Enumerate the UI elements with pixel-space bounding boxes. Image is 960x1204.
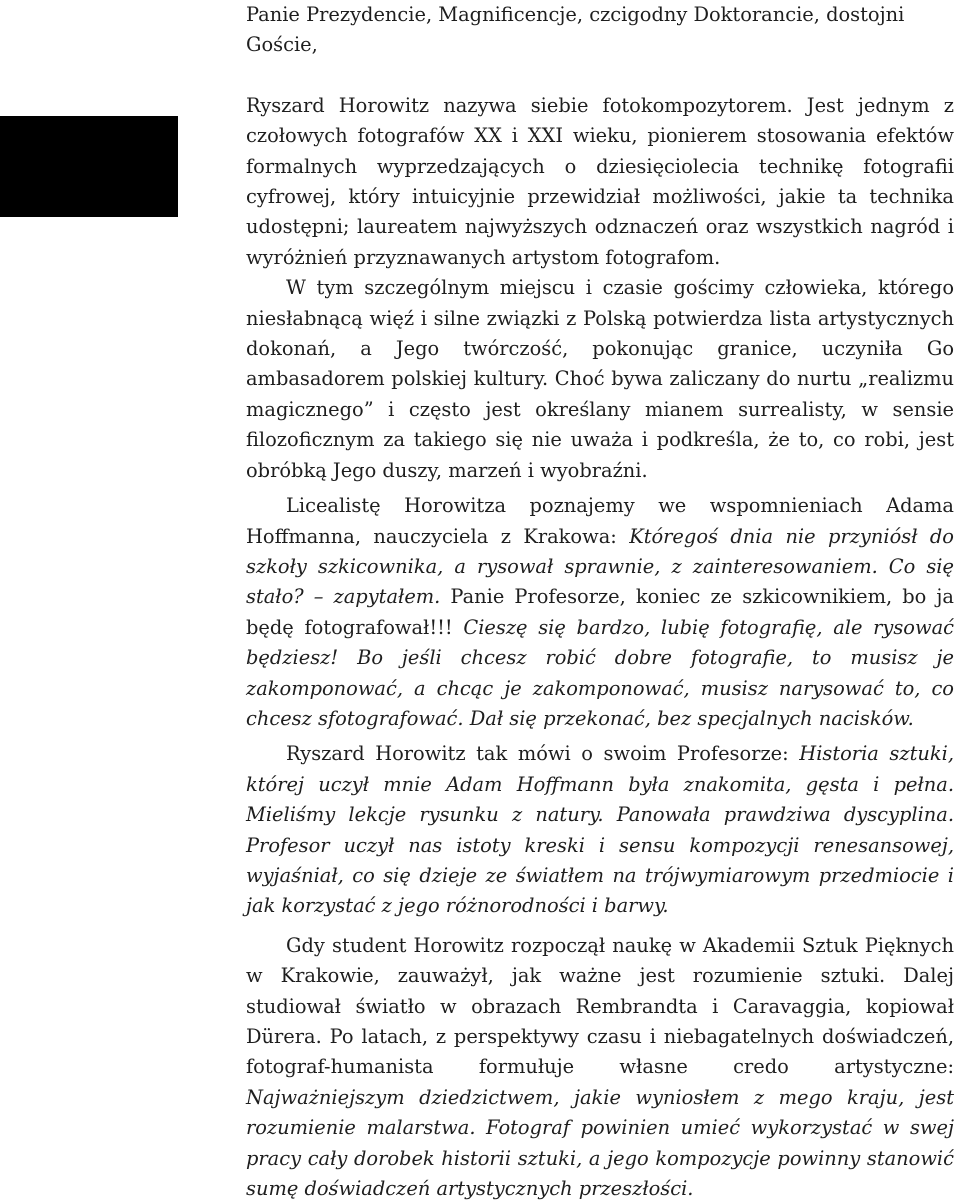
- paragraph-academy-credo: [246, 931, 954, 1204]
- professor-quote: Historia sztuki, której uczył mnie Adam Hoffmann była znakomita, gęsta i pełna. Mieliśmy lekcje rysunku z natury. Panowała prawdziwa dyscyplina. Profesor uczył nas istoty kreski i sensu kompozycji renesansowej, wyjaśniał, co się dzieje ze światłem na trójwymiarowym przedmiocie i jak korzystać z jego różnorodności i barwy.: [246, 742, 954, 918]
- hoffmann-quote-2: Cieszę się bardzo, lubię fotografię, ale rysować będziesz! Bo jeśli chcesz robić dobre fotografie, to musisz je zakomponować, a chcąc je zakomponować, musisz narysować to, co chcesz sfotografować. Dał się przekonać, bez specjalnych nacisków.: [246, 615, 954, 730]
- professor-intro-text: Ryszard Horowitz tak mówi o swoim Profesorze:: [286, 742, 800, 766]
- credo-quote: Najważniejszym dziedzictwem, jakie wyniosłem z mego kraju, jest rozumienie malarstwa. Fotograf powinien umieć wykorzystać w swej pracy cały dorobek historii sztuki, a jego kompozycje powinny stanowić sumę doświadczeń artystycznych przeszłości.: [246, 1085, 954, 1201]
- paragraph-hoffmann-memories: [246, 491, 954, 734]
- academy-text: Gdy student Horowitz rozpoczął naukę w Akademii Sztuk Pięknych w Krakowie, zauważył, jak ważne jest rozumienie sztuki. Dalej studiował światło w obrazach Rembrandta i Caravaggia, kopiował Dürera. Po latach, z perspektywy czasu i niebagatelnych doświadczeń, fotograf-humanista formułuje własne credo artystyczne:: [246, 933, 954, 1079]
- paragraph-about-professor: [246, 739, 954, 921]
- black-margin-tab: [0, 116, 178, 217]
- hoffmann-quote-1: Któregoś dnia nie przyniósł do szkoły szkicownika, a rysował sprawnie, z zainteresowaniem. Co się stało? – zapytałem.: [246, 524, 954, 609]
- greeting: Panie Prezydencie, Magnificencje, czcigodny Doktorancie, dostojni Goście,: [246, 3, 905, 57]
- paragraph-polish-ties: W tym szczególnym miejscu i czasie gościmy człowieka, którego niesłabnącą więź i silne związki z Polską potwierdza lista artystycznych dokonań, a Jego twórczość, pokonując granice, uczyniła Go ambasadorem polskiej kultury. Choć bywa zaliczany do nurtu „realizmu magicznego” i często jest określany mianem surrealisty, w sensie filozoficznym za takiego się nie uważa i podkreśla, że to, co robi, jest obróbką Jego duszy, marzeń i wyobraźni.: [246, 276, 954, 482]
- page-text-column: [246, 0, 954, 1204]
- hoffmann-intro-text: Licealistę Horowitza poznajemy we wspomnieniach Adama Hoffmanna, nauczyciela z Krakowa:: [246, 494, 954, 548]
- student-reply-text: Panie Profesorze, koniec ze szkicownikiem, bo ja będę fotografował!!!: [246, 585, 954, 639]
- paragraph-introduction: Ryszard Horowitz nazywa siebie fotokompozytorem. Jest jednym z czołowych fotografów XX i XXI wieku, pionierem stosowania efektów formalnych wyprzedzających o dziesięciolecia technikę fotografii cyfrowej, który intuicyjnie przewidział możliwości, jakie ta technika udostępni; laureatem najwyższych odznaczeń oraz wszystkich nagród i wyróżnień przyznawanych artystom fotografom.: [246, 93, 954, 269]
